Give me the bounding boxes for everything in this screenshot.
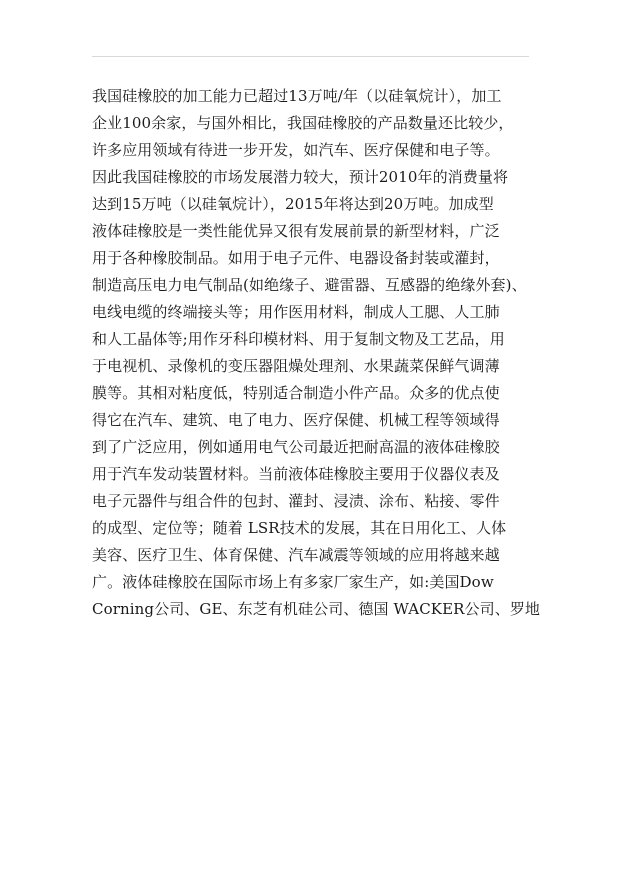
text-line-4: 因此我国硅橡胶的市场发展潜力较大，预计2010年的消费量将 [92,168,509,186]
text-line-6: 液体硅橡胶是一类性能优异又很有发展前景的新型材料，广泛 [92,222,500,240]
text-line-17: 的成型、定位等；随着 LSR技术的发展，其在日用化工、人体 [92,519,507,537]
text-line-13: 得它在汽车、建筑、电了电力、医疗保健、机械工程等领域得 [92,411,500,429]
text-line-14: 到了广泛应用，例如通用电气公司最近把耐高温的液体硅橡胶 [92,438,500,456]
document-body [92,83,552,623]
text-line-3: 许多应用领域有待进一步开发，如汽车、医疗保健和电子等。 [92,141,500,159]
text-line-5: 达到15万吨（以硅氧烷计），2015年将达到20万吨。加成型 [92,195,494,213]
header-rule [92,56,529,57]
text-line-2: 企业100余家，与国外相比，我国硅橡胶的产品数量还比较少， [92,114,514,132]
text-line-7: 用于各种橡胶制品。如用于电子元件、电器设备封装或灌封， [92,249,500,267]
text-line-11: 于电视机、录像机的变压器阻燥处理剂、水果蔬菜保鲜气调薄 [92,357,500,375]
text-line-9: 电线电缆的终端接头等；用作医用材料，制成人工腮、人工肺 [92,303,500,321]
text-line-18: 美容、医疗卫生、体育保健、汽车减震等领域的应用将越来越 [92,546,500,564]
text-line-16: 电子元器件与组合件的包封、灌封、浸渍、涂布、粘接、零件 [92,492,500,510]
text-line-12: 膜等。其相对粘度低，特别适合制造小件产品。众多的优点使 [92,384,500,402]
text-line-10: 和人工晶体等;用作牙科印模材料、用于复制文物及工艺品，用 [92,330,505,348]
text-line-1: 我国硅橡胶的加工能力已超过13万吨/年（以硅氧烷计），加工 [92,87,502,105]
text-line-20: Corning公司、GE、东芝有机硅公司、德国 WACKER公司、罗地 [92,600,541,618]
text-line-8: 制造高压电力电气制品(如绝缘子、避雷器、互感器的绝缘外套)、 [92,276,527,294]
text-line-15: 用于汽车发动装置材料。当前液体硅橡胶主要用于仪器仪表及 [92,465,500,483]
text-line-19: 广。液体硅橡胶在国际市场上有多家厂家生产，如:美国Dow [92,573,494,591]
